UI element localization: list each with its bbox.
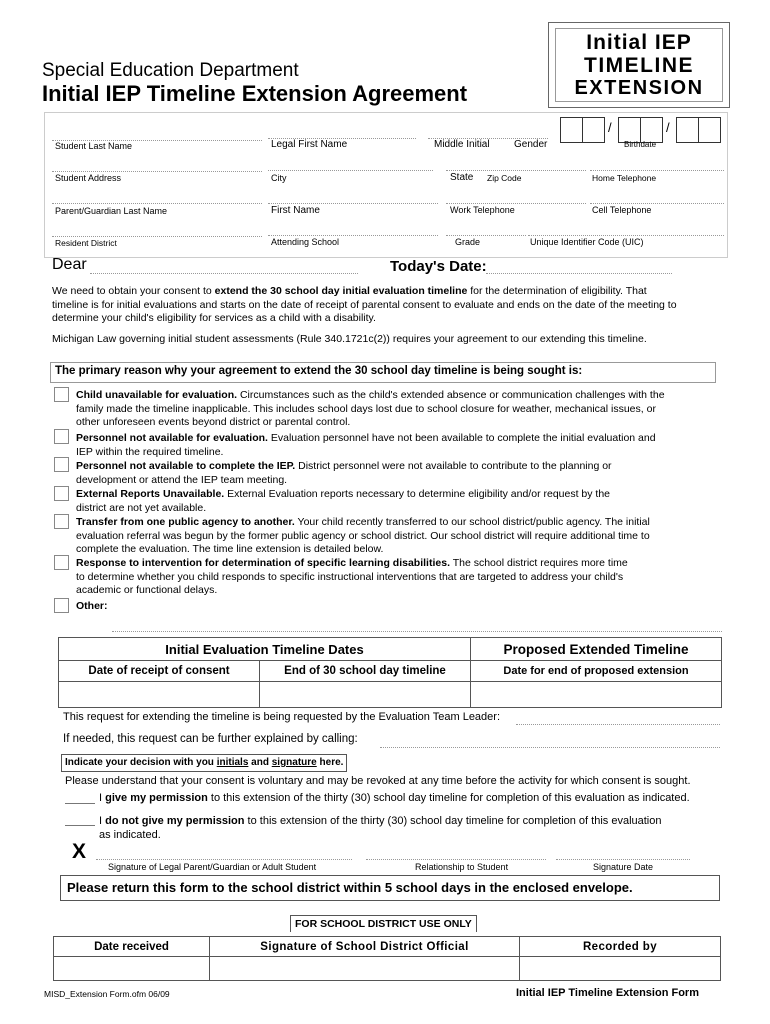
initial-evaluation-header: Initial Evaluation Timeline Dates: [59, 638, 471, 661]
voluntary-notice: Please understand that your consent is voluntary and may be revoked at any time before the activity for which consent is sought.: [65, 775, 691, 787]
first-name-label: First Name: [271, 205, 320, 216]
badge-line-2: TIMELINE: [584, 54, 694, 77]
relationship-label: Relationship to Student: [415, 862, 509, 872]
consent-date-cell[interactable]: [59, 682, 260, 708]
reason-transfer: [76, 516, 716, 557]
form-title: Initial IEP Timeline Extension Agreement: [42, 81, 468, 106]
reason-rti-text-3: academic or functional delays.: [76, 584, 218, 596]
deny-permission-line2: as indicated.: [99, 828, 161, 841]
uic-label: Unique Identifier Code (UIC): [530, 237, 644, 247]
signature-date-line[interactable]: [556, 859, 690, 860]
reason-other: [76, 600, 716, 614]
return-notice-box: [60, 875, 720, 901]
todays-date-label: Today's Date:: [390, 258, 487, 275]
title-badge: [548, 22, 730, 108]
parent-signature-line[interactable]: [96, 859, 352, 860]
reason-transfer-title: Transfer from one public agency to another.: [76, 516, 295, 528]
decision-text-a: Indicate your decision with you: [65, 757, 217, 768]
reason-other-line[interactable]: [112, 631, 722, 632]
reason-personnel-evaluation-text-2: IEP within the required timeline.: [76, 445, 224, 458]
zip-code-label: Zip Code: [487, 173, 522, 183]
reasons-header: The primary reason why your agreement to extend the 30 school day timeline is being sought is:: [55, 365, 583, 377]
timeline-table: [58, 637, 722, 708]
reason-personnel-evaluation-text-1: Evaluation personnel have not been available to complete the initial evaluation and: [267, 432, 656, 444]
decision-here: here.: [316, 757, 344, 768]
form-code: MISD_Extension Form.ofm 06/09: [44, 989, 170, 999]
consent-text-line3: determine your child's eligibility for services as a child with a disability.: [52, 312, 376, 324]
grade-label: Grade: [455, 237, 481, 247]
student-address-label: Student Address: [55, 173, 122, 183]
resident-district-label: Resident District: [55, 238, 117, 248]
consent-text-b: for the determination of eligibility. That: [467, 285, 647, 297]
reason-rti-checkbox[interactable]: [54, 555, 69, 570]
reason-external-reports: [76, 488, 716, 515]
reason-other-title: Other:: [76, 600, 108, 612]
parent-last-name-label: Parent/Guardian Last Name: [55, 206, 168, 216]
give-permission-text: [99, 792, 690, 804]
relationship-line[interactable]: [366, 859, 546, 860]
reason-external-reports-text-1: External Evaluation reports necessary to determine eligibility and/or request by the: [224, 488, 611, 500]
badge-line-3: EXTENSION: [574, 77, 704, 99]
recorded-by-cell[interactable]: [520, 957, 721, 981]
student-last-name-label: Student Last Name: [55, 141, 133, 151]
decision-instruction-box: [61, 754, 347, 772]
reason-transfer-text-3: complete the evaluation. The time line extension is detailed below.: [76, 543, 384, 555]
reason-rti-title: Response to intervention for determination of specific learning disabilities.: [76, 557, 450, 569]
reason-personnel-evaluation-title: Personnel not available for evaluation.: [76, 432, 268, 444]
state-label: State: [450, 172, 474, 183]
reason-child-unavailable-checkbox[interactable]: [54, 387, 69, 402]
parent-signature-label: Signature of Legal Parent/Guardian or Adult Student: [108, 862, 317, 872]
district-use-table: [53, 936, 721, 981]
dear-label: Dear: [52, 256, 87, 273]
reason-personnel-iep-text-2: development or attend the IEP team meeting.: [76, 473, 288, 486]
reason-rti-text-2: to determine whether you child responds to specific instructional interventions that are targeted to address your child's: [76, 570, 624, 583]
deny-permission-initials-line[interactable]: [65, 825, 95, 826]
signature-date-label: Signature Date: [593, 862, 654, 872]
michigan-law-paragraph: Michigan Law governing initial student assessments (Rule 340.1721c(2)) requires your agreement to our extending this timeline.: [52, 333, 647, 345]
consent-text-line2: timeline is for initial evaluations and starts on the date of receipt of parental consent to evaluate and ends on the date of the meeting to: [52, 298, 677, 311]
proposed-end-cell[interactable]: [471, 682, 722, 708]
birthdate-label: Birthdate: [624, 140, 657, 149]
team-leader-line[interactable]: [516, 724, 720, 725]
reason-personnel-evaluation: [76, 432, 716, 459]
reason-child-unavailable-text-1: Circumstances such as the child's extended absence or communication challenges with the: [237, 389, 665, 401]
reason-personnel-evaluation-checkbox[interactable]: [54, 429, 69, 444]
city-label: City: [271, 173, 287, 183]
official-signature-header: Signature of School District Official: [210, 937, 520, 957]
deny-permission-i: I: [99, 815, 106, 827]
reason-external-reports-checkbox[interactable]: [54, 486, 69, 501]
reason-external-reports-title: External Reports Unavailable.: [76, 488, 225, 500]
todays-date-line[interactable]: [486, 273, 672, 274]
reason-child-unavailable: [76, 389, 716, 430]
reason-external-reports-text-2: district are not yet available.: [76, 501, 207, 514]
thirty-day-end-column: End of 30 school day timeline: [260, 661, 471, 682]
reasons-header-box: [50, 362, 716, 383]
reason-other-checkbox[interactable]: [54, 598, 69, 613]
explained-by-label: If needed, this request can be further explained by calling:: [63, 733, 358, 745]
reason-personnel-iep: [76, 460, 716, 487]
department-name: Special Education Department: [42, 60, 299, 81]
give-permission-bold: give my permission: [105, 792, 208, 804]
reason-transfer-checkbox[interactable]: [54, 514, 69, 529]
phone-line[interactable]: [380, 747, 720, 748]
work-telephone-label: Work Telephone: [450, 205, 515, 215]
decision-initials: initials: [216, 757, 249, 768]
legal-first-name-label: Legal First Name: [271, 139, 348, 150]
reason-rti: [76, 557, 716, 598]
reason-transfer-text-2: evaluation referral was begun by the former public agency or school district. Our school district will require additional time to: [76, 529, 650, 542]
reason-child-unavailable-text-2: family made the timeline inapplicable. This includes school days lost due to school closure for weather, mechanical issues, or: [76, 402, 656, 415]
birthdate-separator-1: /: [608, 120, 612, 135]
badge-line-1: Initial IEP: [586, 31, 692, 54]
reason-personnel-iep-title: Personnel not available to complete the IEP.: [76, 460, 296, 472]
return-notice: Please return this form to the school district within 5 school days in the enclosed envelope.: [67, 880, 633, 895]
deny-permission-text: [99, 815, 661, 842]
footer-form-title: Initial IEP Timeline Extension Form: [516, 987, 699, 999]
consent-text-bold: extend the 30 school day initial evaluation timeline: [214, 285, 468, 297]
birthdate-separator-2: /: [666, 120, 670, 135]
recorded-by-header: Recorded by: [520, 937, 721, 957]
home-telephone-label: Home Telephone: [592, 173, 657, 183]
reason-child-unavailable-text-3: other unforeseen events beyond district or parental control.: [76, 416, 351, 428]
consent-text-a: We need to obtain your consent to: [52, 285, 215, 297]
district-use-only-label: FOR SCHOOL DISTRICT USE ONLY: [290, 915, 477, 932]
decision-and: and: [248, 757, 272, 768]
signature-x-mark: X: [72, 840, 87, 863]
reason-rti-text-1: The school district requires more time: [449, 557, 628, 569]
reason-personnel-iep-checkbox[interactable]: [54, 457, 69, 472]
middle-initial-label: Middle Initial: [434, 139, 490, 150]
requested-by-label: This request for extending the timeline is being requested by the Evaluation Team Leader:: [63, 711, 501, 723]
reason-personnel-iep-text-1: District personnel were not available to contribute to the planning or: [295, 460, 612, 472]
date-received-header: Date received: [54, 937, 210, 957]
consent-paragraph: [52, 285, 752, 326]
reason-child-unavailable-title: Child unavailable for evaluation.: [76, 389, 238, 401]
cell-telephone-label: Cell Telephone: [592, 205, 652, 215]
deny-permission-rest: to this extension of the thirty (30) school day timeline for completion of this evaluation: [244, 815, 662, 827]
decision-signature: signature: [271, 757, 317, 768]
thirty-day-end-cell[interactable]: [260, 682, 471, 708]
proposed-end-column: Date for end of proposed extension: [471, 661, 722, 682]
reason-transfer-text-1: Your child recently transferred to our school district/public agency. The initial: [294, 516, 650, 528]
gender-label: Gender: [514, 139, 548, 150]
deny-permission-bold: do not give my permission: [105, 815, 245, 827]
give-permission-initials-line[interactable]: [65, 803, 95, 804]
addressee-line[interactable]: [90, 273, 358, 274]
give-permission-i: I: [99, 792, 106, 804]
proposed-extension-header: Proposed Extended Timeline: [471, 638, 722, 661]
date-received-cell[interactable]: [54, 957, 210, 981]
consent-date-column: Date of receipt of consent: [59, 661, 260, 682]
official-signature-cell[interactable]: [210, 957, 520, 981]
give-permission-rest: to this extension of the thirty (30) school day timeline for completion of this evaluation as indicated.: [207, 792, 690, 804]
attending-school-label: Attending School: [271, 237, 340, 247]
